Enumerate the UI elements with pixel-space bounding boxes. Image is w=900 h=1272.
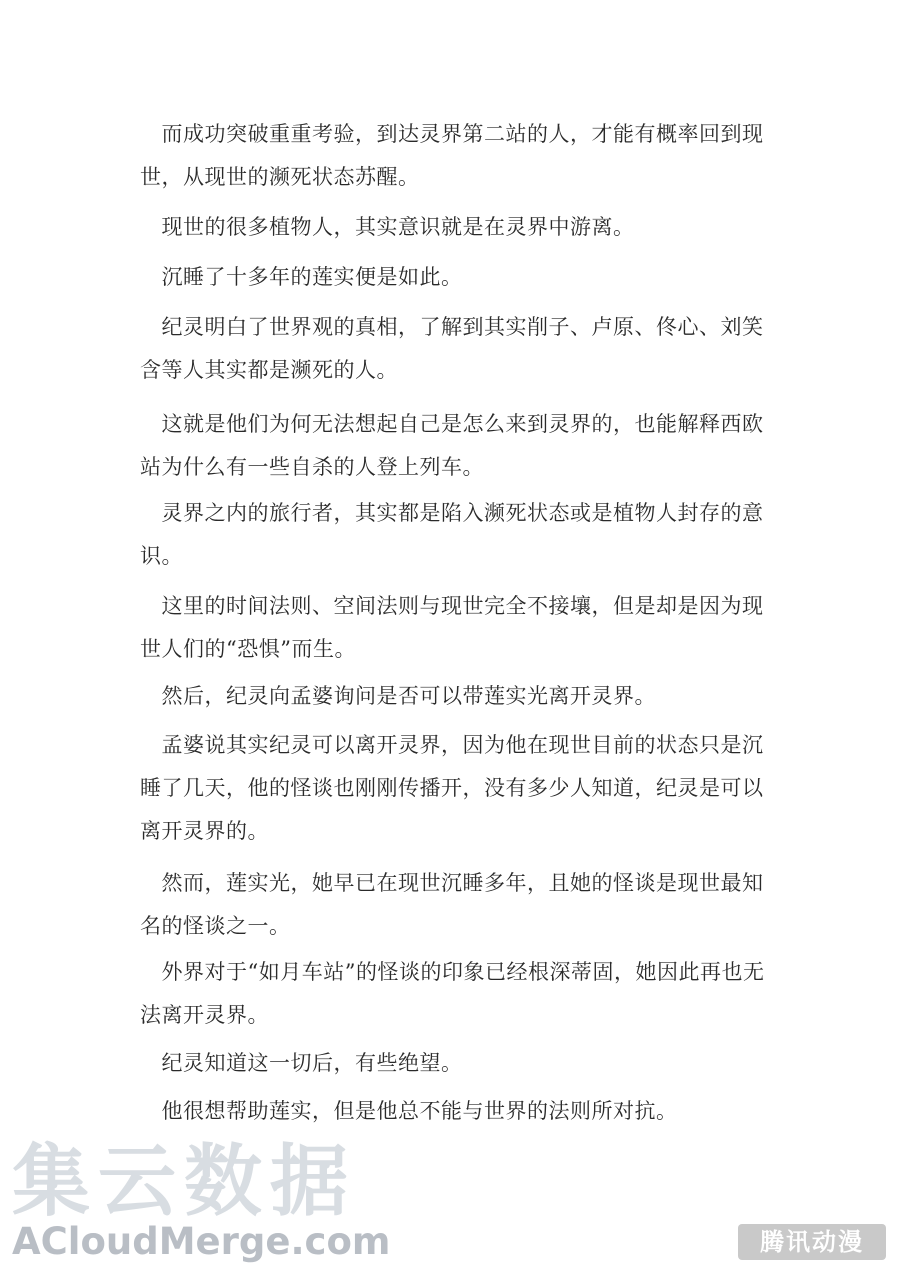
watermark [8, 1138, 408, 1268]
paragraph-10: 然而，莲实光，她早已在现世沉睡多年，且她的怪谈是现世最知名的怪谈之一。 [140, 871, 764, 938]
paragraph-4: 纪灵明白了世界观的真相，了解到其实削子、卢原、佟心、刘笑含等人其实都是濒死的人。 [140, 315, 764, 382]
paragraph-8: 然后，纪灵向孟婆询问是否可以带莲实光离开灵界。 [140, 684, 656, 708]
watermark-chinese-text: 集云数据 [12, 1137, 357, 1227]
paragraph-3: 沉睡了十多年的莲实便是如此。 [140, 265, 463, 289]
paragraph-12: 纪灵知道这一切后，有些绝望。 [140, 1051, 463, 1075]
tencent-comic-logo: 腾讯动漫 [738, 1224, 886, 1260]
paragraph-5: 这就是他们为何无法想起自己是怎么来到灵界的，也能解释西欧站为什么有一些自杀的人登上列车。 [140, 412, 764, 479]
paragraph-9: 孟婆说其实纪灵可以离开灵界，因为他在现世目前的状态只是沉睡了几天，他的怪谈也刚刚传播开，没有多少人知道，纪灵是可以离开灵界的。 [140, 733, 764, 843]
paragraph-1: 而成功突破重重考验，到达灵界第二站的人，才能有概率回到现世，从现世的濒死状态苏醒。 [140, 122, 764, 189]
paragraph-7: 这里的时间法则、空间法则与现世完全不接壤，但是却是因为现世人们的“恐惧”而生。 [140, 594, 764, 661]
paragraph-6: 灵界之内的旅行者，其实都是陷入濒死状态或是植物人封存的意识。 [140, 501, 764, 568]
paragraph-11: 外界对于“如月车站”的怪谈的印象已经根深蒂固，她因此再也无法离开灵界。 [140, 960, 765, 1027]
paragraph-13: 他很想帮助莲实，但是他总不能与世界的法则所对抗。 [140, 1099, 678, 1123]
paragraph-2: 现世的很多植物人，其实意识就是在灵界中游离。 [140, 215, 635, 239]
watermark-english-text: ACloudMerge.com [12, 1220, 391, 1263]
